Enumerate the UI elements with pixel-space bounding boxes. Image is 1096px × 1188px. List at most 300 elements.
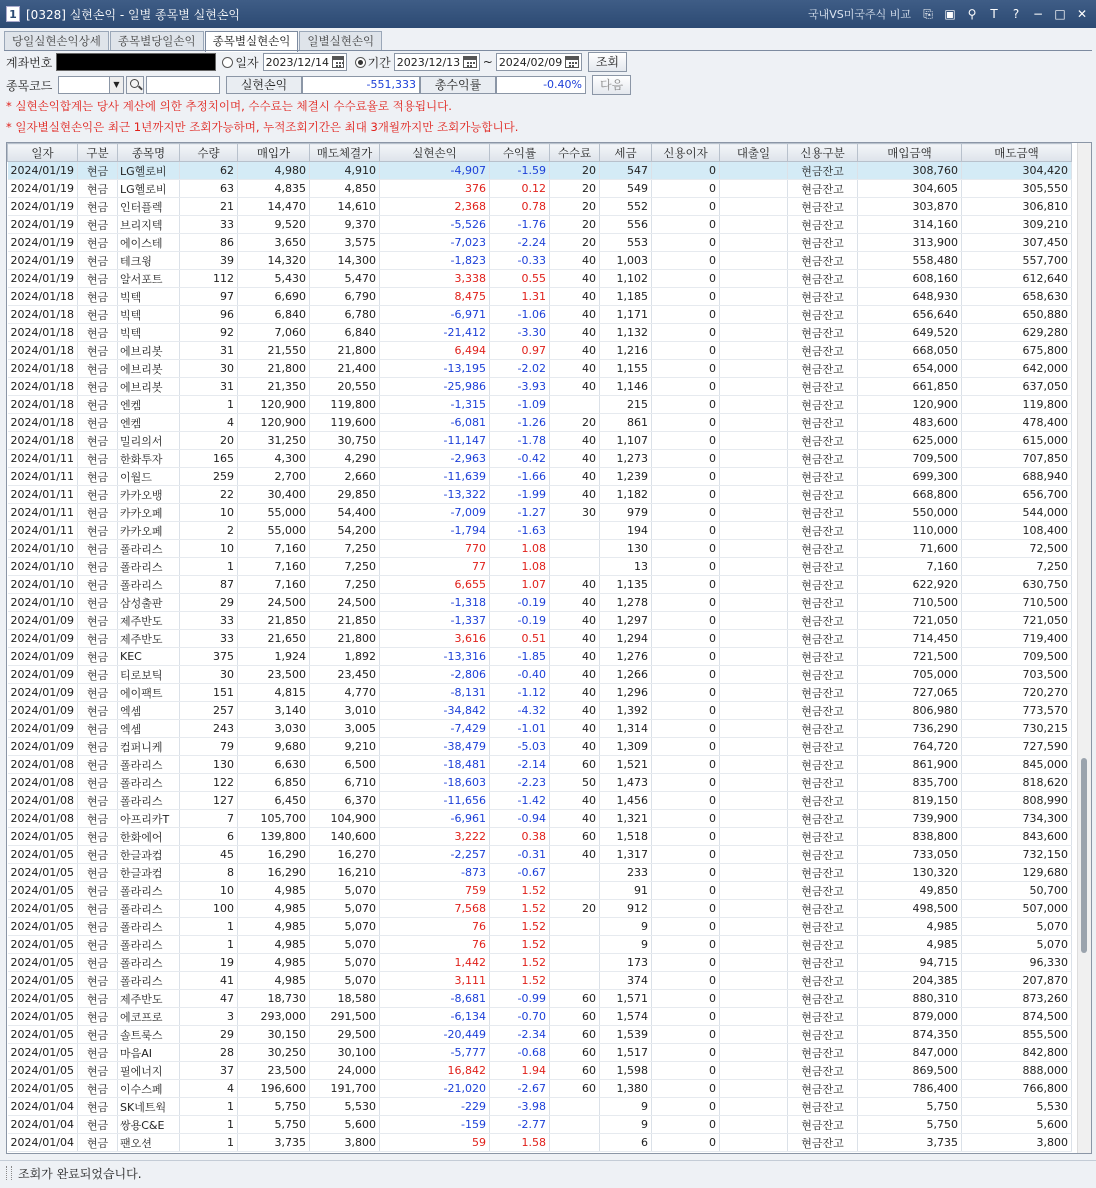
table-cell: 2024/01/19 [8, 234, 78, 252]
table-row[interactable] [8, 684, 1072, 702]
table-cell: 1.52 [490, 954, 550, 972]
table-row[interactable] [8, 342, 1072, 360]
table-cell: 폴라리스 [118, 774, 180, 792]
table-cell: 305,550 [962, 180, 1072, 198]
table-cell: 31 [180, 378, 238, 396]
table-cell: 0 [652, 882, 720, 900]
table-row[interactable] [8, 378, 1072, 396]
table-cell: 21,400 [310, 360, 380, 378]
table-cell: 979 [600, 504, 652, 522]
close-icon[interactable]: ✕ [1076, 7, 1088, 21]
table-row[interactable] [8, 576, 1072, 594]
table-cell: 0 [652, 738, 720, 756]
column-header[interactable]: 매입가 [238, 144, 310, 162]
table-cell: 0 [652, 1026, 720, 1044]
table-row[interactable] [8, 1098, 1072, 1116]
stock-code-input[interactable] [58, 76, 110, 94]
table-row[interactable] [8, 990, 1072, 1008]
table-cell: 현금잔고 [788, 576, 858, 594]
column-header[interactable]: 수익률 [490, 144, 550, 162]
table-cell: 257 [180, 702, 238, 720]
table-cell: 869,500 [858, 1062, 962, 1080]
table-cell: 현금잔고 [788, 972, 858, 990]
table-cell: 6 [600, 1134, 652, 1152]
period-to-field[interactable] [496, 53, 582, 71]
table-cell: 47 [180, 990, 238, 1008]
table-row[interactable] [8, 936, 1072, 954]
table-row[interactable] [8, 1008, 1072, 1026]
table-cell: 5,430 [238, 270, 310, 288]
table-cell: 2024/01/04 [8, 1098, 78, 1116]
table-row[interactable] [8, 918, 1072, 936]
table-cell: 5,070 [310, 882, 380, 900]
tab-stock-daily-pnl[interactable]: 종목별당일손익 [110, 31, 204, 51]
tab-divider [4, 50, 1092, 51]
title-bar [0, 0, 1096, 28]
table-cell: 한화에어 [118, 828, 180, 846]
table-row[interactable] [8, 756, 1072, 774]
table-cell [720, 450, 788, 468]
table-cell: -1.78 [490, 432, 550, 450]
table-cell: 현금잔고 [788, 306, 858, 324]
table-cell: -7,023 [380, 234, 490, 252]
table-row[interactable] [8, 900, 1072, 918]
table-cell: 2024/01/05 [8, 972, 78, 990]
table-cell [720, 594, 788, 612]
table-cell: 306,810 [962, 198, 1072, 216]
table-cell: 아프리카T [118, 810, 180, 828]
table-cell: 엔켐 [118, 414, 180, 432]
table-cell: 4,290 [310, 450, 380, 468]
table-cell: 6 [180, 828, 238, 846]
table-cell: 40 [550, 612, 600, 630]
table-cell: 60 [550, 756, 600, 774]
table-cell: -6,134 [380, 1008, 490, 1026]
table-cell: 1,309 [600, 738, 652, 756]
vertical-scrollbar[interactable] [1077, 143, 1091, 1153]
table-cell: 현금잔고 [788, 756, 858, 774]
table-cell: 6,494 [380, 342, 490, 360]
table-cell: 498,500 [858, 900, 962, 918]
table-cell: 552 [600, 198, 652, 216]
table-cell: 현금잔고 [788, 1098, 858, 1116]
table-cell: 139,800 [238, 828, 310, 846]
table-cell: 현금 [78, 288, 118, 306]
table-row[interactable] [8, 720, 1072, 738]
table-cell: 2024/01/05 [8, 918, 78, 936]
table-row[interactable] [8, 360, 1072, 378]
table-cell: 2024/01/09 [8, 684, 78, 702]
table-cell: 308,760 [858, 162, 962, 180]
minimize-icon[interactable]: − [1032, 7, 1044, 21]
table-row[interactable] [8, 252, 1072, 270]
table-cell: 49,850 [858, 882, 962, 900]
table-row[interactable] [8, 630, 1072, 648]
table-cell: 현금잔고 [788, 702, 858, 720]
table-cell [720, 846, 788, 864]
column-header[interactable]: 구분 [78, 144, 118, 162]
table-cell: 847,000 [858, 1044, 962, 1062]
chevron-down-icon[interactable]: ▼ [110, 76, 124, 94]
table-row[interactable] [8, 1044, 1072, 1062]
title-toolbar [920, 6, 1090, 22]
table-row[interactable] [8, 306, 1072, 324]
table-row[interactable] [8, 864, 1072, 882]
calendar-icon[interactable] [565, 56, 579, 68]
table-cell: -5,777 [380, 1044, 490, 1062]
table-cell: 3,735 [238, 1134, 310, 1152]
table-cell: 한글과컴 [118, 864, 180, 882]
table-cell: 현금 [78, 792, 118, 810]
period-from-field[interactable] [394, 53, 480, 71]
column-header[interactable]: 일자 [8, 144, 78, 162]
compare-link[interactable]: 국내VS미국주식 비교 [807, 8, 911, 21]
table-row[interactable] [8, 666, 1072, 684]
table-cell: 24,000 [310, 1062, 380, 1080]
table-cell: 9,370 [310, 216, 380, 234]
mode-period-radio[interactable] [355, 57, 366, 68]
table-cell: 2024/01/18 [8, 324, 78, 342]
table-row[interactable] [8, 522, 1072, 540]
table-cell: 0 [652, 396, 720, 414]
mode-day-radio[interactable] [222, 57, 233, 68]
table-row[interactable] [8, 738, 1072, 756]
table-cell: 현금 [78, 774, 118, 792]
table-cell: 현금 [78, 468, 118, 486]
table-cell: 14,610 [310, 198, 380, 216]
table-cell: 71,600 [858, 540, 962, 558]
table-cell: 544,000 [962, 504, 1072, 522]
table-cell: 40 [550, 792, 600, 810]
column-header[interactable]: 실현손익 [380, 144, 490, 162]
table-cell: 661,850 [858, 378, 962, 396]
table-row[interactable] [8, 324, 1072, 342]
table-cell: 2 [180, 522, 238, 540]
font-icon[interactable]: T [990, 7, 998, 21]
table-cell: 637,050 [962, 378, 1072, 396]
table-cell: 888,000 [962, 1062, 1072, 1080]
app-icon: 1 [6, 6, 20, 22]
column-header[interactable]: 세금 [600, 144, 652, 162]
table-row[interactable] [8, 504, 1072, 522]
table-cell: 2024/01/18 [8, 288, 78, 306]
table-row[interactable] [8, 270, 1072, 288]
search-icon[interactable] [126, 76, 144, 94]
table-cell: 97 [180, 288, 238, 306]
table-row[interactable] [8, 1134, 1072, 1152]
table-cell: 14,300 [310, 252, 380, 270]
calendar-icon[interactable] [332, 56, 344, 68]
table-cell: 7,160 [858, 558, 962, 576]
table-cell: -0.99 [490, 990, 550, 1008]
table-cell [550, 882, 600, 900]
table-cell: 855,500 [962, 1026, 1072, 1044]
help-icon[interactable]: ? [1012, 7, 1020, 21]
table-cell: 2024/01/10 [8, 576, 78, 594]
table-cell: 4,300 [238, 450, 310, 468]
table-cell: 304,420 [962, 162, 1072, 180]
table-row[interactable] [8, 1080, 1072, 1098]
table-cell: -7,009 [380, 504, 490, 522]
table-cell: -1.85 [490, 648, 550, 666]
table-row[interactable] [8, 540, 1072, 558]
table-row[interactable] [8, 774, 1072, 792]
pin-icon[interactable]: ⚲ [967, 7, 977, 21]
table-cell: 1,003 [600, 252, 652, 270]
table-cell: 현금잔고 [788, 234, 858, 252]
table-cell: 1.58 [490, 1134, 550, 1152]
realized-pnl-grid[interactable] [6, 142, 1092, 1154]
table-cell [720, 540, 788, 558]
table-cell: 40 [550, 270, 600, 288]
table-cell [720, 684, 788, 702]
table-row[interactable] [8, 612, 1072, 630]
table-cell: 폴라리스 [118, 540, 180, 558]
table-cell [550, 936, 600, 954]
table-cell: 제주반도 [118, 990, 180, 1008]
table-cell: 0 [652, 684, 720, 702]
table-cell: 50 [550, 774, 600, 792]
table-cell: 20 [550, 216, 600, 234]
column-header[interactable]: 매도체결가 [310, 144, 380, 162]
column-header[interactable]: 매입금액 [858, 144, 962, 162]
copy-window-icon[interactable]: ▣ [944, 7, 956, 21]
table-cell [720, 666, 788, 684]
table-row[interactable] [8, 234, 1072, 252]
table-row[interactable] [8, 396, 1072, 414]
table-cell: -2.14 [490, 756, 550, 774]
table-row[interactable] [8, 162, 1072, 180]
table-row[interactable] [8, 216, 1072, 234]
table-cell: 1,321 [600, 810, 652, 828]
table-row[interactable] [8, 1116, 1072, 1134]
table-cell: 2,368 [380, 198, 490, 216]
table-cell: 1,574 [600, 1008, 652, 1026]
table-cell: -13,195 [380, 360, 490, 378]
table-cell: 96,330 [962, 954, 1072, 972]
maximize-icon[interactable]: □ [1054, 7, 1066, 21]
table-cell: 현금잔고 [788, 414, 858, 432]
table-cell: -0.19 [490, 612, 550, 630]
table-cell: 2024/01/05 [8, 864, 78, 882]
table-cell: 3,735 [858, 1134, 962, 1152]
table-row[interactable] [8, 972, 1072, 990]
table-cell: 현금 [78, 162, 118, 180]
table-cell: 54,400 [310, 504, 380, 522]
table-cell: 1,132 [600, 324, 652, 342]
table-cell: 현금잔고 [788, 1116, 858, 1134]
column-header[interactable]: 신용이자 [652, 144, 720, 162]
table-cell: 130,320 [858, 864, 962, 882]
table-row[interactable] [8, 450, 1072, 468]
table-cell: 3 [180, 1008, 238, 1026]
table-cell [720, 288, 788, 306]
table-cell: 2024/01/11 [8, 486, 78, 504]
scrollbar-thumb[interactable] [1081, 758, 1087, 953]
table-cell: 20 [550, 414, 600, 432]
tab-daily-realized-pnl[interactable]: 일별실현손익 [299, 31, 382, 51]
table-cell: 31 [180, 342, 238, 360]
column-header[interactable]: 신용구분 [788, 144, 858, 162]
table-cell: 173 [600, 954, 652, 972]
table-cell: 9 [600, 1098, 652, 1116]
mode-period-label: 기간 [367, 55, 391, 70]
table-cell: 40 [550, 720, 600, 738]
table-cell: 2024/01/09 [8, 630, 78, 648]
table-row[interactable] [8, 792, 1072, 810]
table-row[interactable] [8, 882, 1072, 900]
table-row[interactable] [8, 1026, 1072, 1044]
table-cell: 현금 [78, 306, 118, 324]
table-cell: 0 [652, 180, 720, 198]
table-cell: 806,980 [858, 702, 962, 720]
table-row[interactable] [8, 810, 1072, 828]
table-cell: 인터플렉 [118, 198, 180, 216]
table-cell: 0 [652, 306, 720, 324]
table-cell: 549 [600, 180, 652, 198]
table-cell: 폴라리스 [118, 756, 180, 774]
day-date-field[interactable] [263, 53, 347, 71]
column-header[interactable]: 종목명 [118, 144, 180, 162]
table-cell: 40 [550, 738, 600, 756]
next-button[interactable]: 다음 [592, 75, 631, 95]
table-cell: 5,600 [962, 1116, 1072, 1134]
table-cell: -1,823 [380, 252, 490, 270]
filter-row-1 [6, 52, 627, 72]
table-cell: 54,200 [310, 522, 380, 540]
table-cell: 현금잔고 [788, 504, 858, 522]
table-cell [720, 1062, 788, 1080]
table-cell: 39 [180, 252, 238, 270]
table-cell: 폴라리스 [118, 576, 180, 594]
account-number-input[interactable] [56, 53, 216, 71]
table-cell [720, 828, 788, 846]
table-cell: 40 [550, 648, 600, 666]
table-cell: 709,500 [858, 450, 962, 468]
table-row[interactable] [8, 414, 1072, 432]
calendar-icon[interactable] [463, 56, 477, 68]
column-header[interactable]: 수수료 [550, 144, 600, 162]
table-cell: 2,660 [310, 468, 380, 486]
new-window-icon[interactable]: ⎘ [923, 7, 933, 21]
table-cell: 1.52 [490, 882, 550, 900]
table-cell: 40 [550, 432, 600, 450]
column-header[interactable]: 수량 [180, 144, 238, 162]
table-cell: 819,150 [858, 792, 962, 810]
tab-daily-realized-detail[interactable]: 당일실현손익상세 [4, 31, 109, 51]
table-cell: 94,715 [858, 954, 962, 972]
table-row[interactable] [8, 702, 1072, 720]
table-cell: 40 [550, 576, 600, 594]
table-row[interactable] [8, 1062, 1072, 1080]
table-cell: -1.66 [490, 468, 550, 486]
table-cell: 0 [652, 162, 720, 180]
table-row[interactable] [8, 594, 1072, 612]
table-cell: 1,155 [600, 360, 652, 378]
column-header[interactable]: 매도금액 [962, 144, 1072, 162]
table-cell: 40 [550, 702, 600, 720]
table-row[interactable] [8, 180, 1072, 198]
table-cell: 165 [180, 450, 238, 468]
table-cell: 28 [180, 1044, 238, 1062]
tab-stock-realized-pnl[interactable]: 종목별실현손익 [205, 31, 299, 52]
table-cell: 현금잔고 [788, 360, 858, 378]
table-row[interactable] [8, 648, 1072, 666]
table-cell [720, 918, 788, 936]
table-cell: 현금잔고 [788, 630, 858, 648]
table-row[interactable] [8, 954, 1072, 972]
table-cell: 29,500 [310, 1026, 380, 1044]
table-cell: 91 [600, 882, 652, 900]
table-cell: 7,250 [962, 558, 1072, 576]
table-cell: 16,290 [238, 846, 310, 864]
table-cell: 2024/01/18 [8, 432, 78, 450]
table-cell: 615,000 [962, 432, 1072, 450]
table-cell: 720,270 [962, 684, 1072, 702]
table-cell: 1,456 [600, 792, 652, 810]
table-cell: 668,800 [858, 486, 962, 504]
table-cell: 현금잔고 [788, 324, 858, 342]
total-return-label: 총수익률 [420, 76, 496, 94]
table-row[interactable] [8, 288, 1072, 306]
table-cell: 4,815 [238, 684, 310, 702]
table-cell: 16,842 [380, 1062, 490, 1080]
table-cell [720, 162, 788, 180]
table-cell: 30,250 [238, 1044, 310, 1062]
table-cell: 23,500 [238, 1062, 310, 1080]
table-row[interactable] [8, 432, 1072, 450]
table-row[interactable] [8, 558, 1072, 576]
table-cell: 40 [550, 306, 600, 324]
table-cell: 현금 [78, 936, 118, 954]
table-cell: -21,020 [380, 1080, 490, 1098]
table-row[interactable] [8, 828, 1072, 846]
table-cell: -0.70 [490, 1008, 550, 1026]
table-cell: 0 [652, 450, 720, 468]
column-header[interactable]: 대출일 [720, 144, 788, 162]
window-title: [0328] 실현손익 - 일별 종목별 실현손익 [26, 7, 241, 22]
table-cell: 33 [180, 630, 238, 648]
table-row[interactable] [8, 198, 1072, 216]
table-cell: 2024/01/18 [8, 360, 78, 378]
table-cell: 5,070 [310, 936, 380, 954]
table-cell: 폴라리스 [118, 972, 180, 990]
table-cell: 2024/01/08 [8, 792, 78, 810]
table-cell: 732,150 [962, 846, 1072, 864]
table-cell: 0 [652, 990, 720, 1008]
table-cell: 0 [652, 270, 720, 288]
table-row[interactable] [8, 846, 1072, 864]
table-cell: 608,160 [858, 270, 962, 288]
table-cell: -4,907 [380, 162, 490, 180]
table-cell: 2024/01/18 [8, 378, 78, 396]
table-row[interactable] [8, 486, 1072, 504]
table-cell: 648,930 [858, 288, 962, 306]
table-cell: -1.12 [490, 684, 550, 702]
table-cell: 2024/01/11 [8, 504, 78, 522]
table-cell: 현금 [78, 234, 118, 252]
table-cell: 40 [550, 468, 600, 486]
table-cell: 0 [652, 324, 720, 342]
table-cell: 9,680 [238, 738, 310, 756]
table-cell: 폴라리스 [118, 558, 180, 576]
table-cell: 에브리봇 [118, 342, 180, 360]
search-button[interactable]: 조회 [588, 52, 627, 72]
table-cell: 873,260 [962, 990, 1072, 1008]
table-row[interactable] [8, 468, 1072, 486]
table-cell: -6,971 [380, 306, 490, 324]
table-cell: 0 [652, 342, 720, 360]
